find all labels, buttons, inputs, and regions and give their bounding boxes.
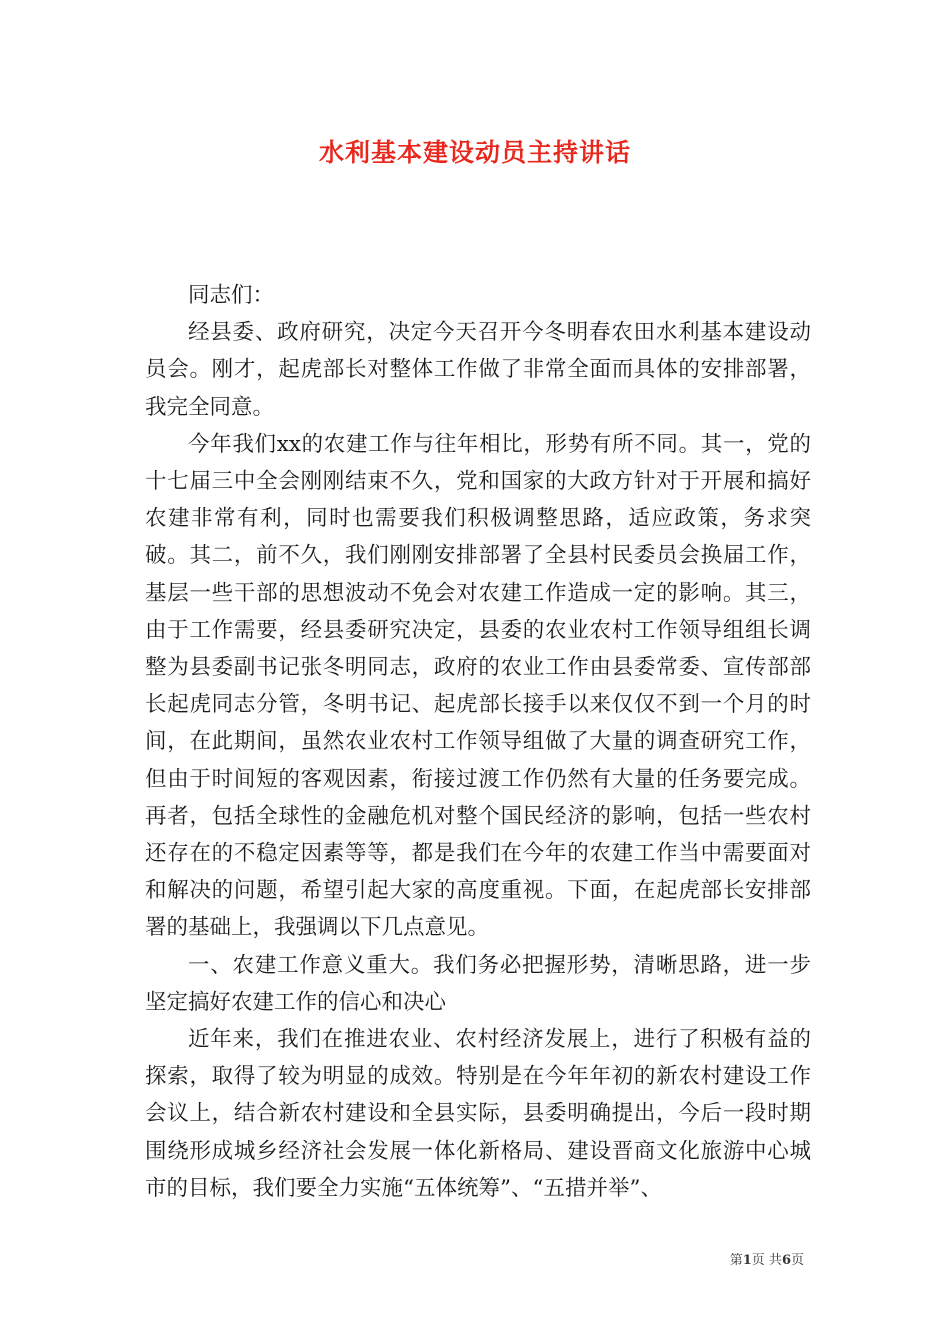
paragraph-recent-years: 近年来，我们在推进农业、农村经济发展上，进行了积极有益的探索，取得了较为明显的成效。特别是在今年年初的新农村建设工作会议上，结合新农村建设和全县实际，县委明确提出，今后一段时期围绕形成城乡经济社会发展一体化新格局、建设晋商文化旅游中心城市的目标，我们要全力实施“五体统筹”、“五措并举”、 xyxy=(145,1027,811,1201)
page-footer xyxy=(730,1249,804,1268)
paragraph-section-heading: 一、农建工作意义重大。我们务必把握形势，清晰思路，进一步坚定搞好农建工作的信心和决心 xyxy=(145,952,811,1015)
footer-middle: 页 共 xyxy=(751,1253,782,1268)
paragraph-situation: 今年我们xx的农建工作与往年相比，形势有所不同。其一，党的十七届三中全会刚刚结束不久，党和国家的大政方针对于开展和搞好农建非常有利，同时也需要我们积极调整思路，适应政策，务求突破。其二，前不久，我们刚刚安排部署了全县村民委员会换届工作，基层一些干部的思想波动不免会对农建工作造成一定的影响。其三，由于工作需要，经县委研究决定，县委的农业农村工作领导组组长调整为县委副书记张冬明同志，政府的农业工作由县委常委、宣传部部长起虎同志分管，冬明书记、起虎部长接手以来仅仅不到一个月的时间，在此期间，虽然农业农村工作领导组做了大量的调查研究工作，但由于时间短的客观因素，衔接过渡工作仍然有大量的任务要完成。再者，包括全球性的金融危机对整个国民经济的影响，包括一些农村还存在的不稳定因素等等，都是我们在今年的农建工作当中需要面对和解决的问题，希望引起大家的高度重视。下面，在起虎部长安排部署的基础上，我强调以下几点意见。 xyxy=(145,431,811,941)
footer-total-pages: 6 xyxy=(781,1253,791,1268)
document-body xyxy=(145,277,811,1207)
document-title: 水利基本建设动员主持讲话 xyxy=(318,138,631,167)
footer-prefix: 第 xyxy=(729,1253,743,1268)
footer-page-number: 1 xyxy=(742,1253,752,1268)
paragraph-salutation: 同志们： xyxy=(188,283,275,308)
paragraph-intro: 经县委、政府研究，决定今天召开今冬明春农田水利基本建设动员会。刚才，起虎部长对整体工作做了非常全面而具体的安排部署，我完全同意。 xyxy=(145,320,811,420)
footer-suffix: 页 xyxy=(790,1253,804,1268)
